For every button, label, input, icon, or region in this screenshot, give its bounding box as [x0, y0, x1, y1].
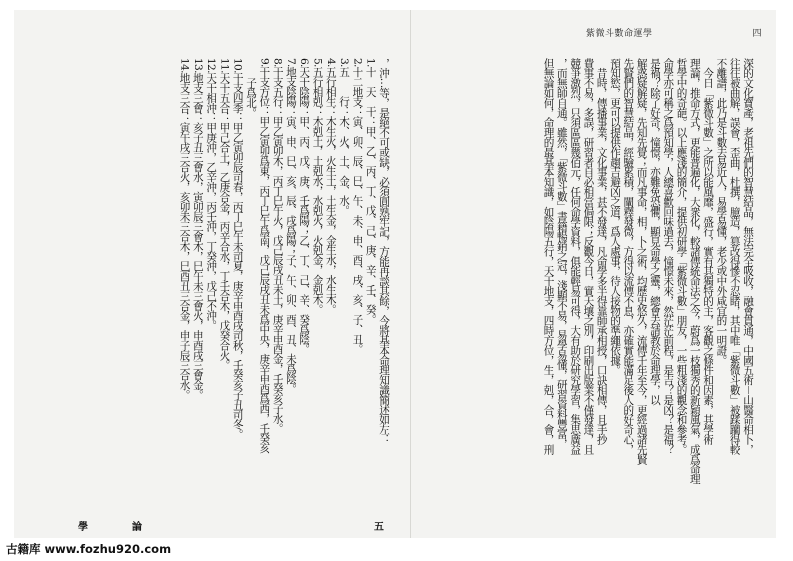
text-column: 預知慾，更可以提供作趨吉避凶之道，爲人處事，待人接物的準繩依據。	[609, 58, 622, 375]
text-column: 但無論如何，命理的最基本知識，如陰陽五行，天干地支，四時方位，生，剋，合，會，刑	[542, 58, 555, 454]
text-column: 競爭激烈，只須區區幾佰元，任何命學資料，俱能輕易可得，大有助於研究學習，集思廣益	[569, 58, 582, 454]
text-column: 不離譜，此乃是斗數去易近人，易學易懂，老少或中外咸宜的一明證。	[715, 58, 728, 365]
right-page-columns	[541, 58, 754, 513]
footer-section-label: 論	[132, 522, 142, 533]
text-column: 1.十 天 干：甲、乙、丙、丁、戊、己、庚、辛、壬、癸。	[364, 58, 377, 325]
text-column: ，沖…等，是絕不可或缺，必須圓熟牢記，方能再談其餘，今將基本命理知識簡述如左：	[378, 58, 390, 445]
running-header-title: 紫微斗數命運學	[586, 29, 653, 39]
left-page	[14, 10, 410, 538]
text-column: 13.地支三會：亥子丑三會水，寅卯辰三會木，巳午未三會火，申酉戌三會金。	[191, 58, 204, 400]
text-column: 3.五 行：木、火、土、金、水。	[338, 58, 351, 216]
page-number: 五	[374, 522, 384, 533]
page-number: 四	[752, 29, 762, 39]
text-column: 6.天干陰陽：甲、丙、戊、庚、壬爲陽；乙、丁、己、辛、癸爲陰。	[298, 58, 311, 354]
site-watermark-footer: 古籍库 www.fozhu920.com	[6, 542, 172, 556]
text-column: 往往被曲解，誤會，歪曲，杜撰，臆造，篡改得慘不忍睹，其中唯「紫微斗數」被蹂躪得較	[728, 58, 741, 454]
text-column: 費事不易，多誤，研習者自必相當侷限；反觀今日，實天壤之別，印刷出版業不僅發達，且	[582, 58, 595, 454]
text-column: 11.天干五合：甲己合土，乙庚合金，丙辛合水，丁壬合木，戊癸合火。	[218, 58, 231, 370]
text-column: 7.地支陰陽：寅、申、巳、亥、辰、戌爲陽；子、午、卯、酉、丑、未爲陰。	[284, 58, 297, 394]
text-column: 是禍？除了好奇，憧憬，亦難免恐懼，顯見命學之靈，總會去請教於命理學，以	[648, 58, 661, 405]
text-column: 解惑疑解疑，先知先覺；而凡事命，相，卜之術，均歷史悠久，流傳千年至今，更經過諸先賢	[635, 58, 648, 464]
text-column: ，而無師自通。雖然，「紫微斗數」書籍暢銷之冠，淺顯不易，易學易懂，研習資料豐富，	[555, 58, 568, 449]
text-column: 子爲北。	[245, 58, 258, 118]
left-page-columns	[177, 58, 390, 513]
book-spread	[14, 10, 776, 538]
text-column: 昔時，傳播事業，文化事業，甚不發達，凡命學多半得靠師承相授，口訣相傳，且手抄	[595, 58, 608, 445]
text-column: 哲學中的奇葩。以上應淺的簡介，提供初研學「紫微斗數」朋友，一些粗淺的觀念和參考。	[675, 58, 688, 454]
text-column: 12.天干相沖：甲庚沖，乙辛沖，丙壬沖，丁癸沖，戊己不沖。	[205, 58, 218, 331]
text-column: 9.干支方位：甲乙寅卯爲東，丙丁巳午爲南，戊己辰戌丑未爲中央，庚辛申酉爲西，壬癸亥	[258, 58, 271, 453]
text-column: 8.干支五行：甲乙寅卯木，丙丁巳午火，戊己辰戌丑未土，庚辛申酉金，壬癸亥子水。	[271, 58, 284, 434]
text-column: 先賢們的智慧結晶，經驗累積，闡釋發微，方得以流傳不息，亦確實能滿足後人的好奇心，	[622, 58, 635, 454]
footer-section-label: 學	[78, 522, 88, 533]
text-column: 理論，推命方式，更能普遍化，大衆化，較諸傳統命法之今，蔚爲一枝獨秀的新穎風氣，成爲命理	[688, 58, 701, 484]
text-column: 命學亦可稱之爲預知學，人總喜歡回味過去，憧憬未來，然茫茫前程，是吉？是凶？是福？	[662, 58, 675, 454]
right-page	[411, 10, 776, 538]
text-column: 14.地支三合：寅午戌三合火，亥卯未三合木，巳酉丑三合金，申子辰三合水。	[178, 58, 191, 400]
text-column: 4.五行相生：木生火，火生土，土生金，金生水，水生木。	[324, 58, 337, 315]
text-column: 今日「紫微斗數」之所以能風靡，盛行，實有其獨特的主，客觀之條件和因素，其學術	[702, 58, 715, 445]
text-column: 深的文化寶產，老祖先們的智慧結晶，無法完全吸收，融會貫通，中國五術－山醫命相卜，	[742, 58, 754, 454]
text-column: 2.十二地支：寅、卯、辰、巳、午、未、申、酉、戌、亥、子、丑。	[351, 58, 364, 354]
text-column: 5.五行相剋：木剋土，土剋水，水剋火，火剋金，金剋木。	[311, 58, 324, 315]
text-column: 10.干支四季：甲乙寅卯辰司春，丙丁巳午未司夏，庚辛申酉戌司秋，壬癸亥子丑司冬。	[231, 58, 244, 440]
